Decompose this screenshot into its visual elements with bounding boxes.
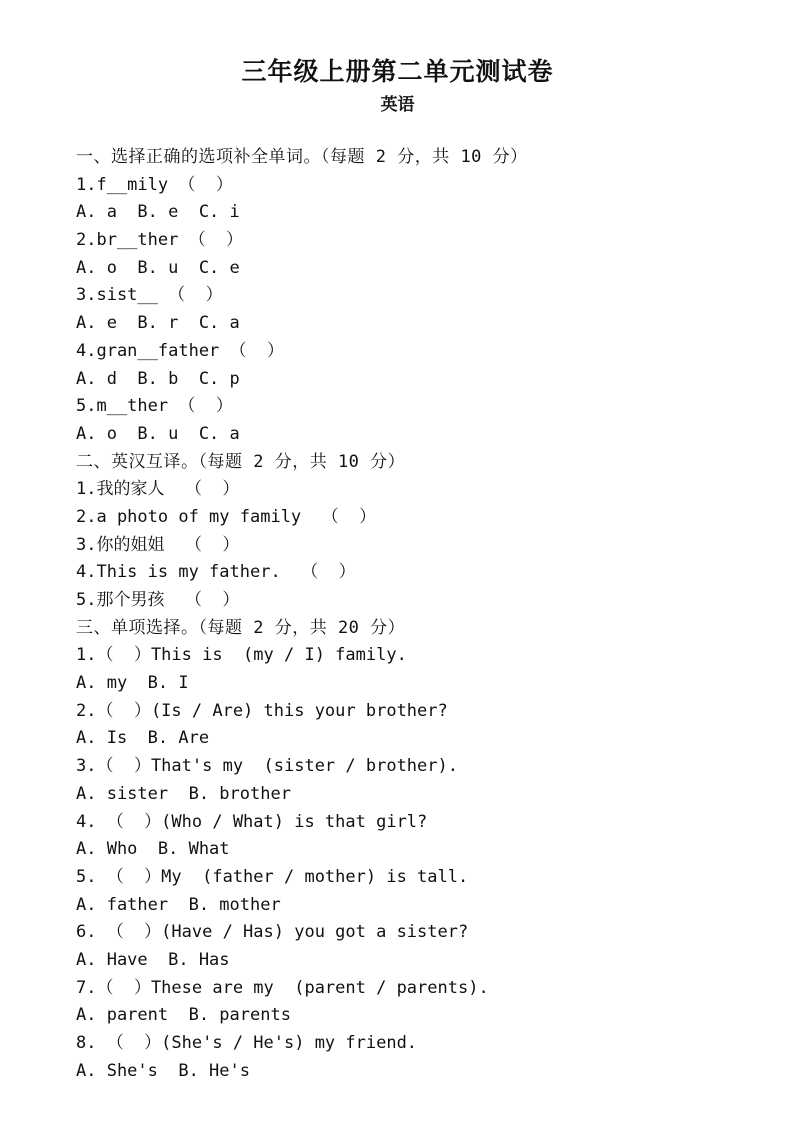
question-item: 7.（ ）These are my (parent / parents). bbox=[76, 977, 489, 998]
section-heading: 三、单项选择。（每题 2 分，共 20 分） bbox=[76, 617, 406, 638]
question-item: 8. （ ）(She's / He's) my friend. bbox=[76, 1033, 418, 1053]
answer-options: A. Have B. Has bbox=[76, 949, 230, 970]
question-item: 1.f__mily （ ） bbox=[76, 174, 233, 195]
question-item: 3.sist__ （ ） bbox=[76, 285, 223, 306]
question-item: 4.This is my father. （ ） bbox=[76, 562, 356, 583]
question-item: 3.（ ）That's my (sister / brother). bbox=[76, 756, 458, 777]
answer-options: A. father B. mother bbox=[76, 894, 281, 915]
page-subtitle: 英语 bbox=[380, 95, 415, 115]
question-item: 2.（ ）(Is / Are) this your brother? bbox=[76, 700, 448, 721]
answer-options: A. Is B. Are bbox=[76, 728, 210, 749]
page-title: 三年级上册第二单元测试卷 bbox=[241, 57, 554, 86]
answer-options: A. parent B. parents bbox=[76, 1005, 291, 1026]
question-item: 5.m__ther （ ） bbox=[76, 396, 233, 417]
answer-options: A. my B. I bbox=[76, 673, 189, 694]
question-item: 3.你的姐姐 （ ） bbox=[76, 534, 240, 555]
answer-options: A. Who B. What bbox=[76, 839, 230, 860]
answer-options: A. o B. u C. e bbox=[76, 257, 240, 278]
question-item: 2.a photo of my family （ ） bbox=[76, 506, 377, 527]
question-item: 5.那个男孩 （ ） bbox=[76, 590, 240, 610]
answer-options: A. sister B. brother bbox=[76, 783, 291, 804]
worksheet-content bbox=[76, 144, 776, 1085]
section-heading: 一、选择正确的选项补全单词。（每题 2 分，共 10 分） bbox=[76, 147, 528, 167]
question-item: 4. （ ）(Who / What) is that girl? bbox=[76, 811, 428, 832]
answer-options: A. o B. u C. a bbox=[76, 423, 240, 444]
answer-options: A. e B. r C. a bbox=[76, 313, 240, 334]
question-item: 2.br__ther （ ） bbox=[76, 230, 244, 251]
answer-options: A. a B. e C. i bbox=[76, 202, 240, 223]
answer-options: A. d B. b C. p bbox=[76, 368, 240, 389]
answer-options: A. She's B. He's bbox=[76, 1060, 250, 1081]
question-item: 4.gran__father （ ） bbox=[76, 340, 284, 361]
question-item: 1.我的家人 （ ） bbox=[76, 479, 240, 500]
section-heading: 二、英汉互译。（每题 2 分，共 10 分） bbox=[76, 451, 406, 472]
question-item: 1.（ ）This is (my / I) family. bbox=[76, 645, 407, 666]
question-item: 5. （ ）My (father / mother) is tall. bbox=[76, 866, 469, 887]
question-item: 6. （ ）(Have / Has) you got a sister? bbox=[76, 922, 469, 943]
